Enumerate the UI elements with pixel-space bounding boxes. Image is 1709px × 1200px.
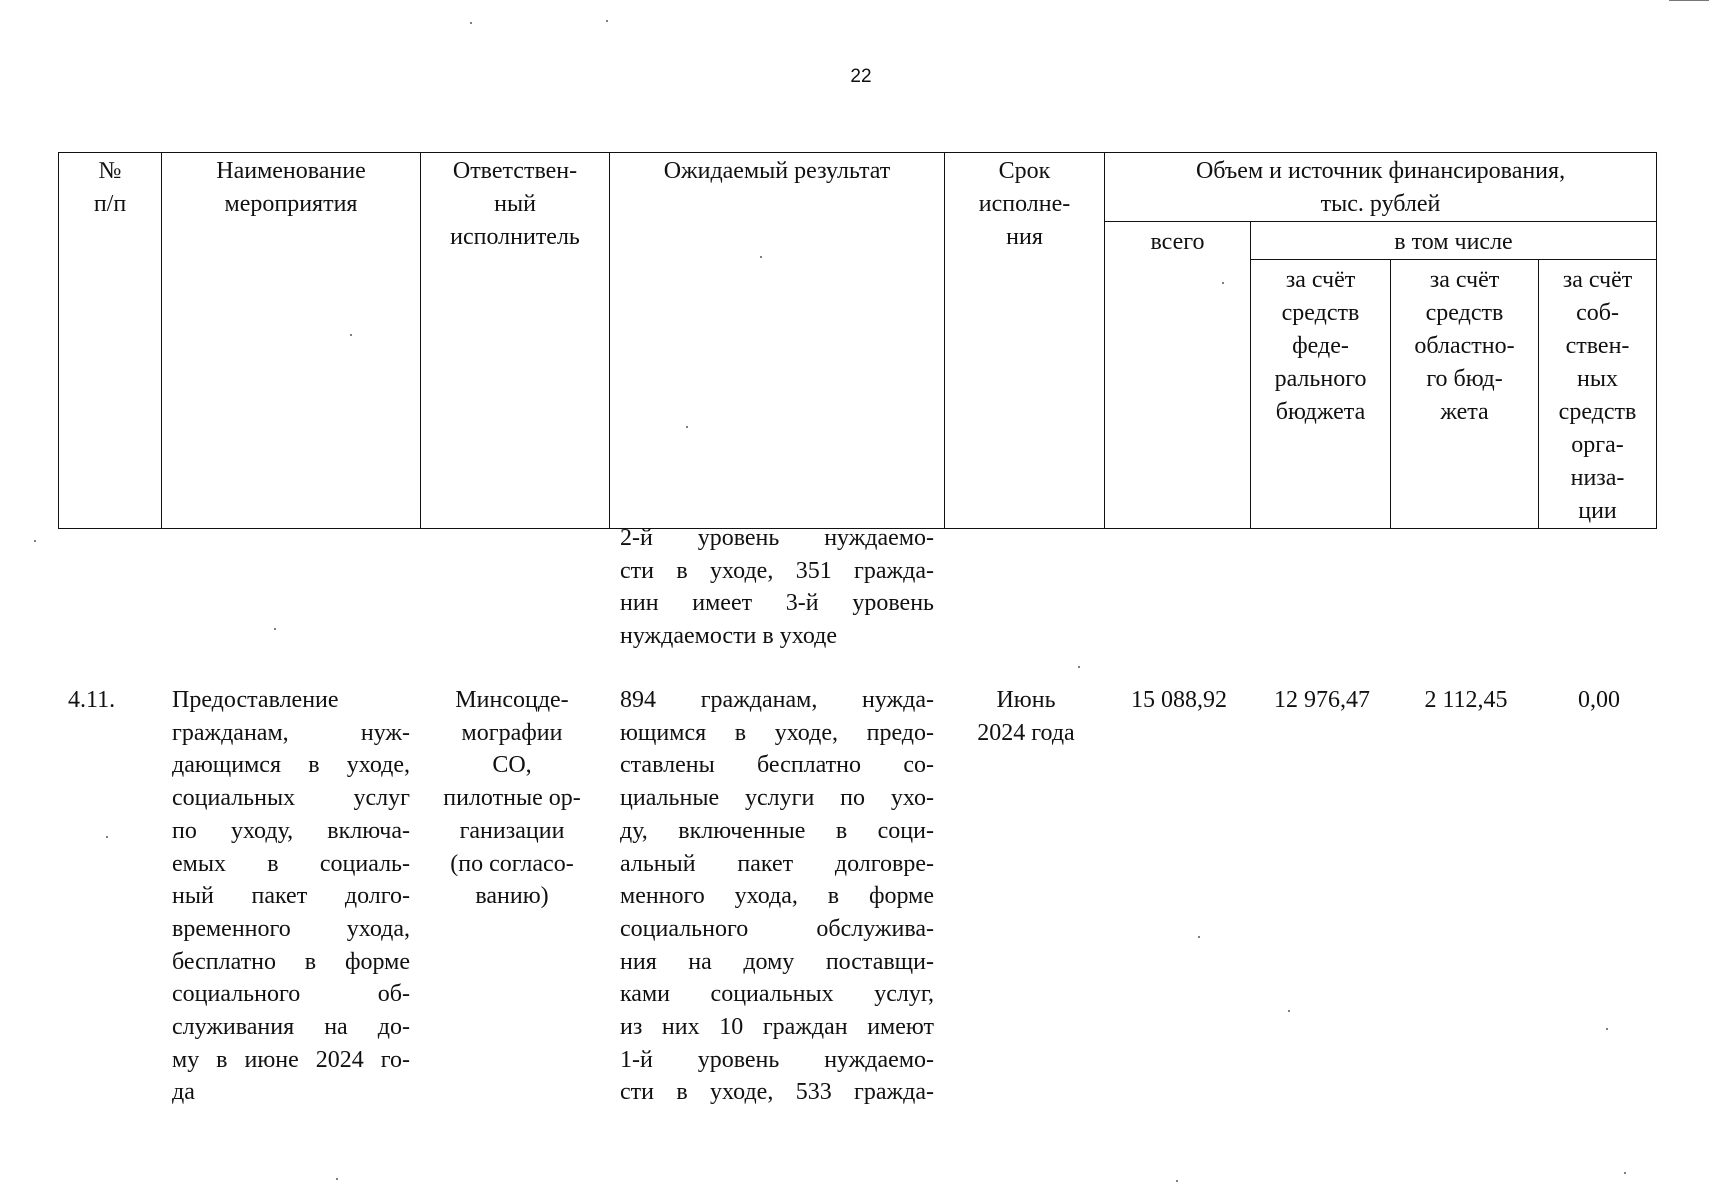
table-header [58, 152, 1657, 529]
scan-speck [336, 1178, 338, 1180]
row-expected-result: 894 гражданам, нужда- ющимся в уходе, предо- ставлены бесплатно со- циальные услуги по ухо- ду, включенные в соци- альный пакет долговре- менного ухода, в форме социального обслужива- ния на дому поставщи- ками социальных услуг, из них 10 граждан имеют 1-й уровень нуждаемо- сти в уходе, 533 гражда- [620, 687, 934, 1106]
row-regional-amount: 2 112,45 [1424, 687, 1508, 713]
scan-speck [470, 22, 472, 24]
row-term: Июнь 2024 года [977, 687, 1075, 746]
header-cell-name: Наименование мероприятия [162, 153, 421, 529]
header-cell-total: всего [1105, 222, 1251, 529]
scan-speck [106, 836, 108, 838]
scan-speck [1198, 936, 1200, 938]
scan-speck [34, 540, 36, 542]
header-cell-own-funds: за счёт соб- ствен- ных средств орга- низа- ции [1539, 260, 1657, 529]
scan-speck [606, 20, 608, 22]
header-cell-term: Срок исполне- ния [945, 153, 1105, 529]
scan-speck [350, 334, 352, 336]
row-federal-amount: 12 976,47 [1274, 687, 1370, 713]
scan-speck [1222, 282, 1224, 284]
row-activity-name: Предоставление гражданам, нуж- дающимся в уходе, социальных услуг по уходу, включа- емых в социаль- ный пакет долго- временного ухода, бесплатно в форме социального об- служивания на до- му в июне 2024 го- да [172, 687, 410, 1106]
header-cell-result: Ожидаемый результат [610, 153, 945, 529]
scan-speck [760, 256, 762, 258]
header-cell-number: № п/п [59, 153, 162, 529]
row-total-amount: 15 088,92 [1131, 687, 1227, 713]
scan-edge-mark [1669, 0, 1709, 4]
scan-speck [274, 628, 276, 630]
continuation-result-text: 2-й уровень нуждаемо- сти в уходе, 351 гражда- нин имеет 3-й уровень нуждаемости в уходе [620, 525, 934, 650]
row-responsible: Минсоцде- мографии СО, пилотные ор- ганизации (по согласо- ванию) [443, 687, 581, 910]
scan-speck [1288, 1010, 1290, 1012]
header-cell-funding: Объем и источник финансирования, тыс. рублей [1105, 153, 1657, 222]
scan-speck [686, 426, 688, 428]
row-number: 4.11. [68, 687, 116, 713]
scan-speck [1606, 1028, 1608, 1030]
header-cell-regional: за счёт средств областно- го бюд- жета [1391, 260, 1539, 529]
scan-speck [1078, 666, 1080, 668]
header-cell-including: в том числе [1251, 222, 1657, 260]
scan-speck [1624, 1172, 1626, 1174]
header-cell-federal: за счёт средств феде- рального бюджета [1251, 260, 1391, 529]
header-cell-responsible: Ответствен- ный исполнитель [421, 153, 610, 529]
page-number: 22 [850, 66, 872, 87]
row-own-funds-amount: 0,00 [1578, 687, 1620, 713]
scan-speck [1176, 1180, 1178, 1182]
